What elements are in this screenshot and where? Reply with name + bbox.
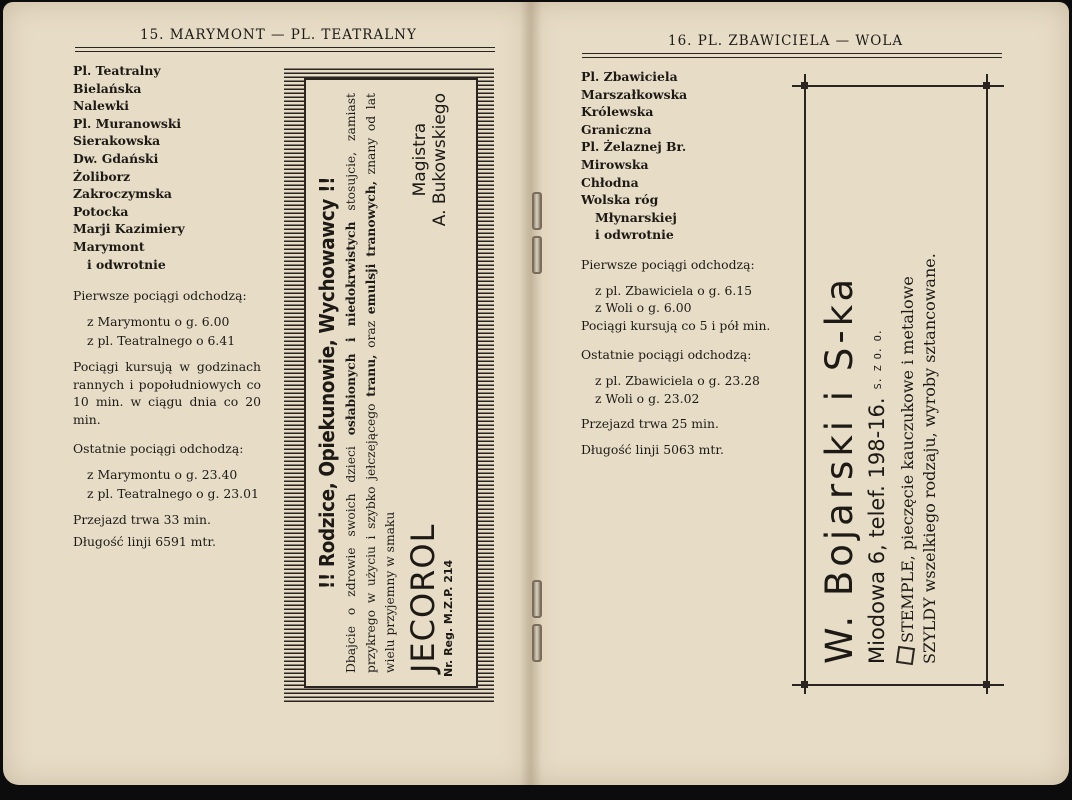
- stop: Marymont: [73, 238, 145, 254]
- ad-address-row: [865, 104, 889, 664]
- ad-body-bold: osłabionych i niedokrwistych: [343, 221, 358, 436]
- stop: Mirowska: [581, 156, 649, 172]
- first-trains-label: Pierwsze pociągi odchodzą:: [581, 256, 755, 272]
- right-timetable: [581, 68, 771, 458]
- stop: Bielańska: [73, 80, 142, 96]
- left-page-header: 15. MARYMONT — PL. TEATRALNY: [140, 27, 417, 43]
- ad-corner-mark: [983, 681, 990, 688]
- stop: Zakroczymska: [73, 186, 172, 202]
- ad-headline: !! Rodzice, Opiekunowie, Wychowawcy !!: [315, 176, 339, 590]
- bojarski-advertisement: [792, 74, 1004, 694]
- stop: Nalewki: [73, 98, 129, 114]
- right-page-header: 16. PL. ZBAWICIELA — WOLA: [668, 33, 904, 49]
- first-train: z Marymontu o g. 6.00: [87, 313, 230, 329]
- stop: i odwrotnie: [595, 227, 674, 243]
- staple-bottom: [532, 580, 542, 618]
- first-train: z Woli o g. 6.00: [595, 300, 692, 316]
- ad-rotated-text: [818, 104, 978, 664]
- ad-corner-mark: [983, 82, 990, 89]
- right-header-rule: [582, 53, 1002, 54]
- left-stop-list: [73, 62, 261, 273]
- first-train: z pl. Teatralnego o 6.41: [87, 333, 236, 349]
- stop: Wolska róg: [581, 192, 659, 208]
- last-train: z Woli o g. 23.02: [595, 390, 700, 406]
- last-train: z pl. Teatralnego o g. 23.01: [87, 486, 259, 502]
- ad-address: Miodowa 6, telef. 198-16.: [865, 397, 889, 664]
- stop: Pl. Muranowski: [73, 115, 182, 131]
- stop: i odwrotnie: [87, 256, 166, 272]
- left-header-rule: [75, 47, 495, 48]
- trip-duration: Przejazd trwa 33 min.: [73, 512, 211, 528]
- jecorol-advertisement: [284, 66, 494, 702]
- ad-maker-line: A. Bukowskiego: [429, 93, 450, 227]
- ad-body-text: Dbajcie o zdrowie swoich dzieci: [344, 435, 358, 673]
- first-train: z pl. Zbawiciela o g. 6.15: [595, 282, 753, 298]
- ad-border-right: [986, 74, 988, 694]
- stop: Młynarskiej: [595, 209, 677, 225]
- staple-bottom-lower: [532, 624, 542, 662]
- ad-brand-name: JECOROL: [404, 523, 442, 673]
- stop: Żoliborz: [73, 168, 131, 184]
- ad-corner-mark: [801, 681, 808, 688]
- right-stop-list: [581, 68, 771, 244]
- staple-top-lower: [532, 236, 542, 274]
- ad-products: [897, 104, 941, 664]
- ad-company-name: W. Bojarski i S-ka: [818, 274, 861, 664]
- ad-frame: [304, 78, 478, 688]
- stop: Pl. Teatralny: [73, 63, 161, 78]
- ad-body-text: oraz: [364, 314, 378, 355]
- first-trains-label: Pierwsze pociągi odchodzą:: [73, 288, 247, 304]
- stop: Marji Kazimiery: [73, 221, 185, 237]
- ad-body-text: znany od lat wielu przyjemny w smaku: [364, 93, 397, 673]
- left-timetable: [73, 62, 261, 550]
- ad-rotated-text: [315, 92, 467, 677]
- last-train: z Marymontu o g. 23.40: [87, 466, 238, 482]
- staple-top: [532, 192, 542, 230]
- stamp-icon: [896, 646, 915, 665]
- frequency-note: Pociągi kursują co 5 i pół min.: [581, 317, 771, 333]
- stop: Graniczna: [581, 121, 652, 137]
- last-trains-label: Ostatnie pociągi odchodzą:: [581, 347, 752, 363]
- stop: Marszałkowska: [581, 86, 688, 102]
- ad-body-bold: tranu,: [363, 354, 378, 397]
- ad-border-top: [792, 85, 1004, 87]
- ad-corner-mark: [801, 82, 808, 89]
- ad-registration: Nr. Reg. M.Z.P. 214: [442, 559, 455, 677]
- stop: Potocka: [73, 203, 129, 219]
- book-gutter: [520, 2, 542, 785]
- ad-company-row: [818, 104, 861, 664]
- ad-maker: [410, 93, 450, 226]
- stop: Pl. Zbawiciela: [581, 69, 678, 84]
- ad-border-left: [804, 74, 806, 694]
- stop: Chłodna: [581, 174, 639, 190]
- ad-maker-line: Magistra: [409, 122, 430, 197]
- stop: Sierakowska: [73, 133, 161, 149]
- stop: Pl. Żelaznej Br.: [581, 139, 687, 155]
- ad-body-bold: emulsji tranowych,: [363, 180, 378, 315]
- ad-products-text: STEMPLE, pieczęcie kauczukowe i metalowe: [898, 276, 917, 643]
- stop: Dw. Gdański: [73, 150, 159, 166]
- ad-border-bottom: [792, 684, 1004, 686]
- ad-body: [341, 93, 400, 673]
- ad-products-line: SZYLDY wszelkiego rodzaju, wyroby sztancowane.: [920, 253, 939, 664]
- frequency-note: Pociągi kursują w godzinach rannych i popołudniowych co 10 min. w ciągu dnia co 20 min.: [73, 358, 261, 427]
- last-trains-label: Ostatnie pociągi odchodzą:: [73, 441, 244, 457]
- ad-company-form: S. Z O. O.: [872, 329, 884, 390]
- left-header-rule-2: [75, 51, 495, 52]
- trip-duration: Przejazd trwa 25 min.: [581, 416, 719, 432]
- ad-products-line: [897, 104, 919, 664]
- right-header-rule-2: [582, 57, 1002, 58]
- stop: Królewska: [581, 104, 654, 120]
- ad-body-text: stosujcie, zamiast przykrego w użyciu i szybko jełczejącego: [344, 92, 378, 673]
- last-train: z pl. Zbawiciela o g. 23.28: [595, 372, 760, 388]
- line-length: Długość linji 5063 mtr.: [581, 441, 724, 457]
- line-length: Długość linji 6591 mtr.: [73, 533, 216, 549]
- ad-brand-row: [404, 93, 455, 677]
